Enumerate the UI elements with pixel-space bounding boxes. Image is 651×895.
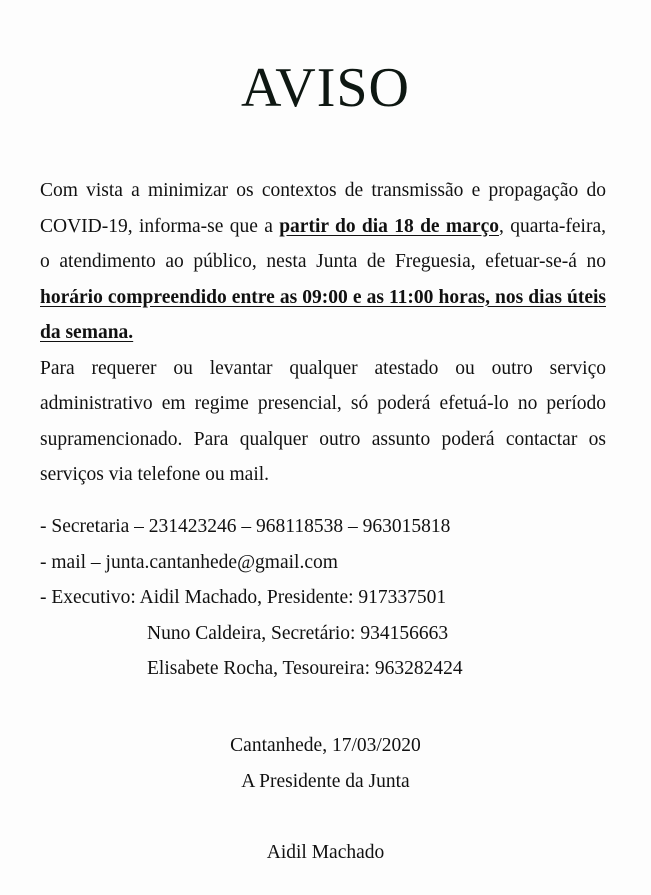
signer-role: A Presidente da Junta [241, 771, 410, 792]
notice-body [40, 173, 606, 493]
contacts-list [40, 509, 620, 687]
notice-paragraph-schedule [40, 173, 606, 351]
notice-paragraph-services: Para requerer ou levantar qualquer atestado ou outro serviço administrativo em regime presencial, só poderá efetuá-lo no período supramencionado. Para qualquer outro assunto poderá contactar os serviços via telefone ou mail. [40, 357, 606, 485]
contact-tesoureira: Elisabete Rocha, Tesoureira: 963282424 [147, 658, 463, 679]
notice-title: AVISO [241, 57, 410, 119]
signer-name: Aidil Machado [266, 842, 385, 863]
contact-executivo: - Executivo: Aidil Machado, Presidente: 917337501 [40, 587, 447, 608]
start-date-highlight: partir do dia 18 de março [279, 215, 499, 237]
paragraph-intro-text: Com vista a minimizar os contextos de transmissão e propagação do COVID-19, informa-se que a [40, 180, 606, 237]
paragraph-middle-text: , quarta-feira, o atendimento ao público, nesta Junta de Freguesia, efetuar-se-á no [40, 215, 606, 272]
place-date: Cantanhede, 17/03/2020 [230, 735, 421, 756]
contact-secretario: Nuno Caldeira, Secretário: 934156663 [147, 622, 449, 644]
opening-hours-highlight: horário compreendido entre as 09:00 e as 11:00 horas, nos dias úteis da semana. [40, 286, 606, 343]
contact-secretaria: - Secretaria – 231423246 – 968118538 – 963015818 [40, 516, 451, 537]
signoff-block [0, 728, 651, 800]
contact-mail: - mail – junta.cantanhede@gmail.com [40, 551, 338, 573]
